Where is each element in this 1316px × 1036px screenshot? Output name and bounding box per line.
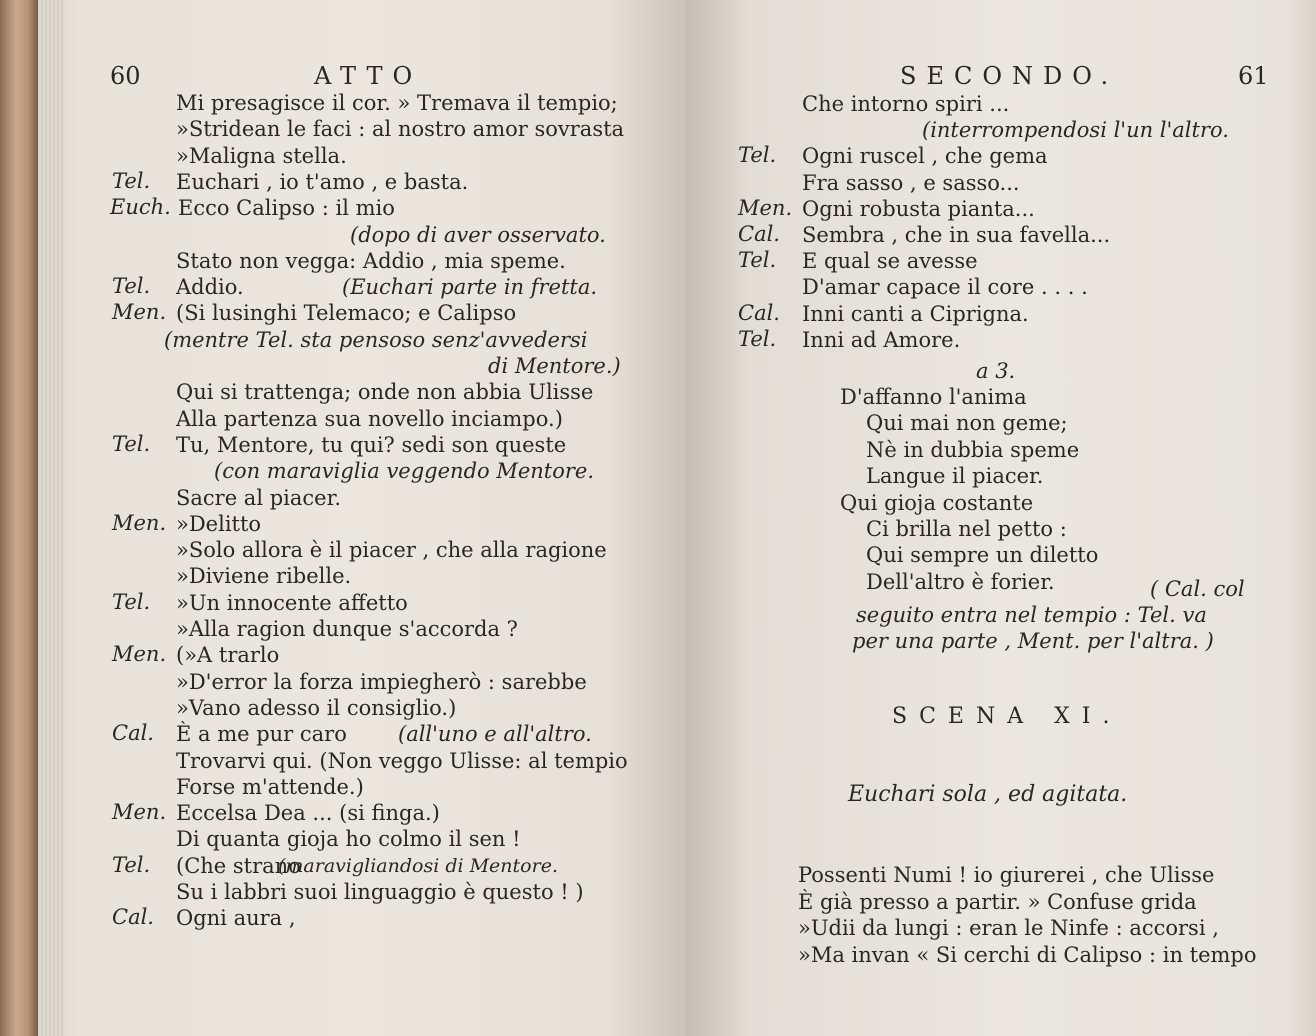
speaker-label: Cal. xyxy=(738,301,780,325)
text-line: Alla partenza sua novello inciampo.) xyxy=(176,407,563,431)
stage-aside: (maravigliandosi di Mentore. xyxy=(278,855,558,877)
stage-direction-line: seguito entra nel tempio : Tel. va xyxy=(856,603,1207,627)
chorus-line: Qui gioja costante xyxy=(840,491,1034,515)
chorus-label: a 3. xyxy=(976,359,1016,383)
speaker-label: Cal. xyxy=(738,222,780,246)
speaker-label: Men. xyxy=(112,642,167,666)
text-line: Inni canti a Ciprigna. xyxy=(802,302,1029,326)
text-line: Ogni ruscel , che gema xyxy=(802,144,1048,168)
running-header-right: SECONDO. xyxy=(900,62,1119,90)
speaker-label: Men. xyxy=(112,800,167,824)
text-line: Mi presagisce il cor. » Tremava il tempio; xyxy=(176,91,618,115)
page-leaf-edges xyxy=(38,0,64,1036)
speaker-label: Tel. xyxy=(738,248,777,272)
speaker-label: Tel. xyxy=(112,169,151,193)
text-line: Ogni aura , xyxy=(176,906,296,930)
text-line: Eccelsa Dea ... (si finga.) xyxy=(176,801,440,825)
stage-direction-line: ( Cal. col xyxy=(1150,577,1245,601)
text-line: »Udii da lungi : eran le Ninfe : accorsi , xyxy=(798,916,1219,940)
text-line: Tu, Mentore, tu qui? sedi son queste xyxy=(176,433,567,457)
chorus-line: Langue il piacer. xyxy=(866,464,1044,488)
text-line: »Diviene ribelle. xyxy=(176,564,352,588)
text-line: Trovarvi qui. (Non veggo Ulisse: al tempio xyxy=(176,749,628,773)
speaker-label: Tel. xyxy=(112,590,151,614)
speaker-label: Tel. xyxy=(112,853,151,877)
speaker-label: Cal. xyxy=(112,905,154,929)
scene-subtitle: Euchari sola , ed agitata. xyxy=(848,782,1128,807)
text-line: »Un innocente affetto xyxy=(176,591,408,615)
text-line: (»A trarlo xyxy=(176,643,280,667)
text-line: E qual se avesse xyxy=(802,249,978,273)
text-line: (mentre Tel. sta pensoso senz'avvedersi xyxy=(164,328,588,352)
chorus-line: Qui mai non geme; xyxy=(866,411,1068,435)
text-line: »Ma invan « Si cerchi di Calipso : in tempo xyxy=(798,943,1257,967)
stage-aside: (all'uno e all'altro. xyxy=(398,722,592,746)
text-line: Qui si trattenga; onde non abbia Ulisse xyxy=(176,380,594,404)
text-line: (interrompendosi l'un l'altro. xyxy=(922,118,1229,142)
text-line: Ogni robusta pianta... xyxy=(802,197,1035,221)
right-page xyxy=(686,0,1316,1036)
text-line: Sembra , che in sua favella... xyxy=(802,223,1111,247)
page-number-left: 60 xyxy=(110,62,141,90)
speaker-label: Men. xyxy=(112,300,167,324)
text-line: Fra sasso , e sasso... xyxy=(802,171,1020,195)
text-line: (Si lusinghi Telemaco; e Calipso xyxy=(176,301,517,325)
text-line: »Solo allora è il piacer , che alla ragione xyxy=(176,538,607,562)
text-line: »Vano adesso il consiglio.) xyxy=(176,696,457,720)
text-line: Ecco Calipso : il mio xyxy=(178,196,395,220)
chorus-line: Qui sempre un diletto xyxy=(866,543,1099,567)
text-line: Inni ad Amore. xyxy=(802,328,961,352)
speaker-label: Cal. xyxy=(112,721,154,745)
scene-title: SCENA XI. xyxy=(892,704,1122,729)
left-page xyxy=(38,0,687,1036)
chorus-line: Nè in dubbia speme xyxy=(866,438,1080,462)
text-line: Possenti Numi ! io giurerei , che Ulisse xyxy=(798,863,1215,887)
speaker-label: Men. xyxy=(738,196,793,220)
book-cover-edge xyxy=(0,0,40,1036)
text-line: Euchari , io t'amo , e basta. xyxy=(176,170,469,194)
speaker-label: Tel. xyxy=(112,432,151,456)
chorus-line: Dell'altro è forier. xyxy=(866,570,1055,594)
speaker-label: Tel. xyxy=(738,143,777,167)
text-line: »D'error la forza impiegherò : sarebbe xyxy=(176,670,587,694)
speaker-label: Men. xyxy=(112,511,167,535)
stage-aside: (Euchari parte in fretta. xyxy=(342,275,598,299)
speaker-label: Euch. xyxy=(110,195,171,219)
running-header-left: ATTO xyxy=(314,62,423,90)
text-line: »Maligna stella. xyxy=(176,144,347,168)
speaker-label: Tel. xyxy=(112,274,151,298)
chorus-line: D'affanno l'anima xyxy=(840,385,1027,409)
speaker-label: Tel. xyxy=(738,327,777,351)
text-line: di Mentore.) xyxy=(488,354,621,378)
text-line: È a me pur caro xyxy=(176,722,347,746)
text-line: Addio. xyxy=(176,275,244,299)
text-line: Stato non vegga: Addio , mia speme. xyxy=(176,249,566,273)
page-number-right: 61 xyxy=(1238,62,1269,90)
text-line: Che intorno spiri ... xyxy=(802,92,1010,116)
text-line: »Delitto xyxy=(176,512,262,536)
text-line: Di quanta gioja ho colmo il sen ! xyxy=(176,827,521,851)
text-line: D'amar capace il core . . . . xyxy=(802,275,1088,299)
text-line: »Stridean le faci : al nostro amor sovrasta xyxy=(176,117,625,141)
text-line: È già presso a partir. » Confuse grida xyxy=(798,890,1197,914)
text-line: (Che strano xyxy=(176,854,301,878)
text-line: Sacre al piacer. xyxy=(176,486,341,510)
text-line: (con maraviglia veggendo Mentore. xyxy=(214,459,595,483)
text-line: Forse m'attende.) xyxy=(176,775,364,799)
chorus-line: Ci brilla nel petto : xyxy=(866,517,1067,541)
text-line: (dopo di aver osservato. xyxy=(350,223,606,247)
text-line: »Alla ragion dunque s'accorda ? xyxy=(176,617,518,641)
text-line: Su i labbri suoi linguaggio è questo ! ) xyxy=(176,880,584,904)
stage-direction-line: per una parte , Ment. per l'altra. ) xyxy=(852,629,1214,653)
